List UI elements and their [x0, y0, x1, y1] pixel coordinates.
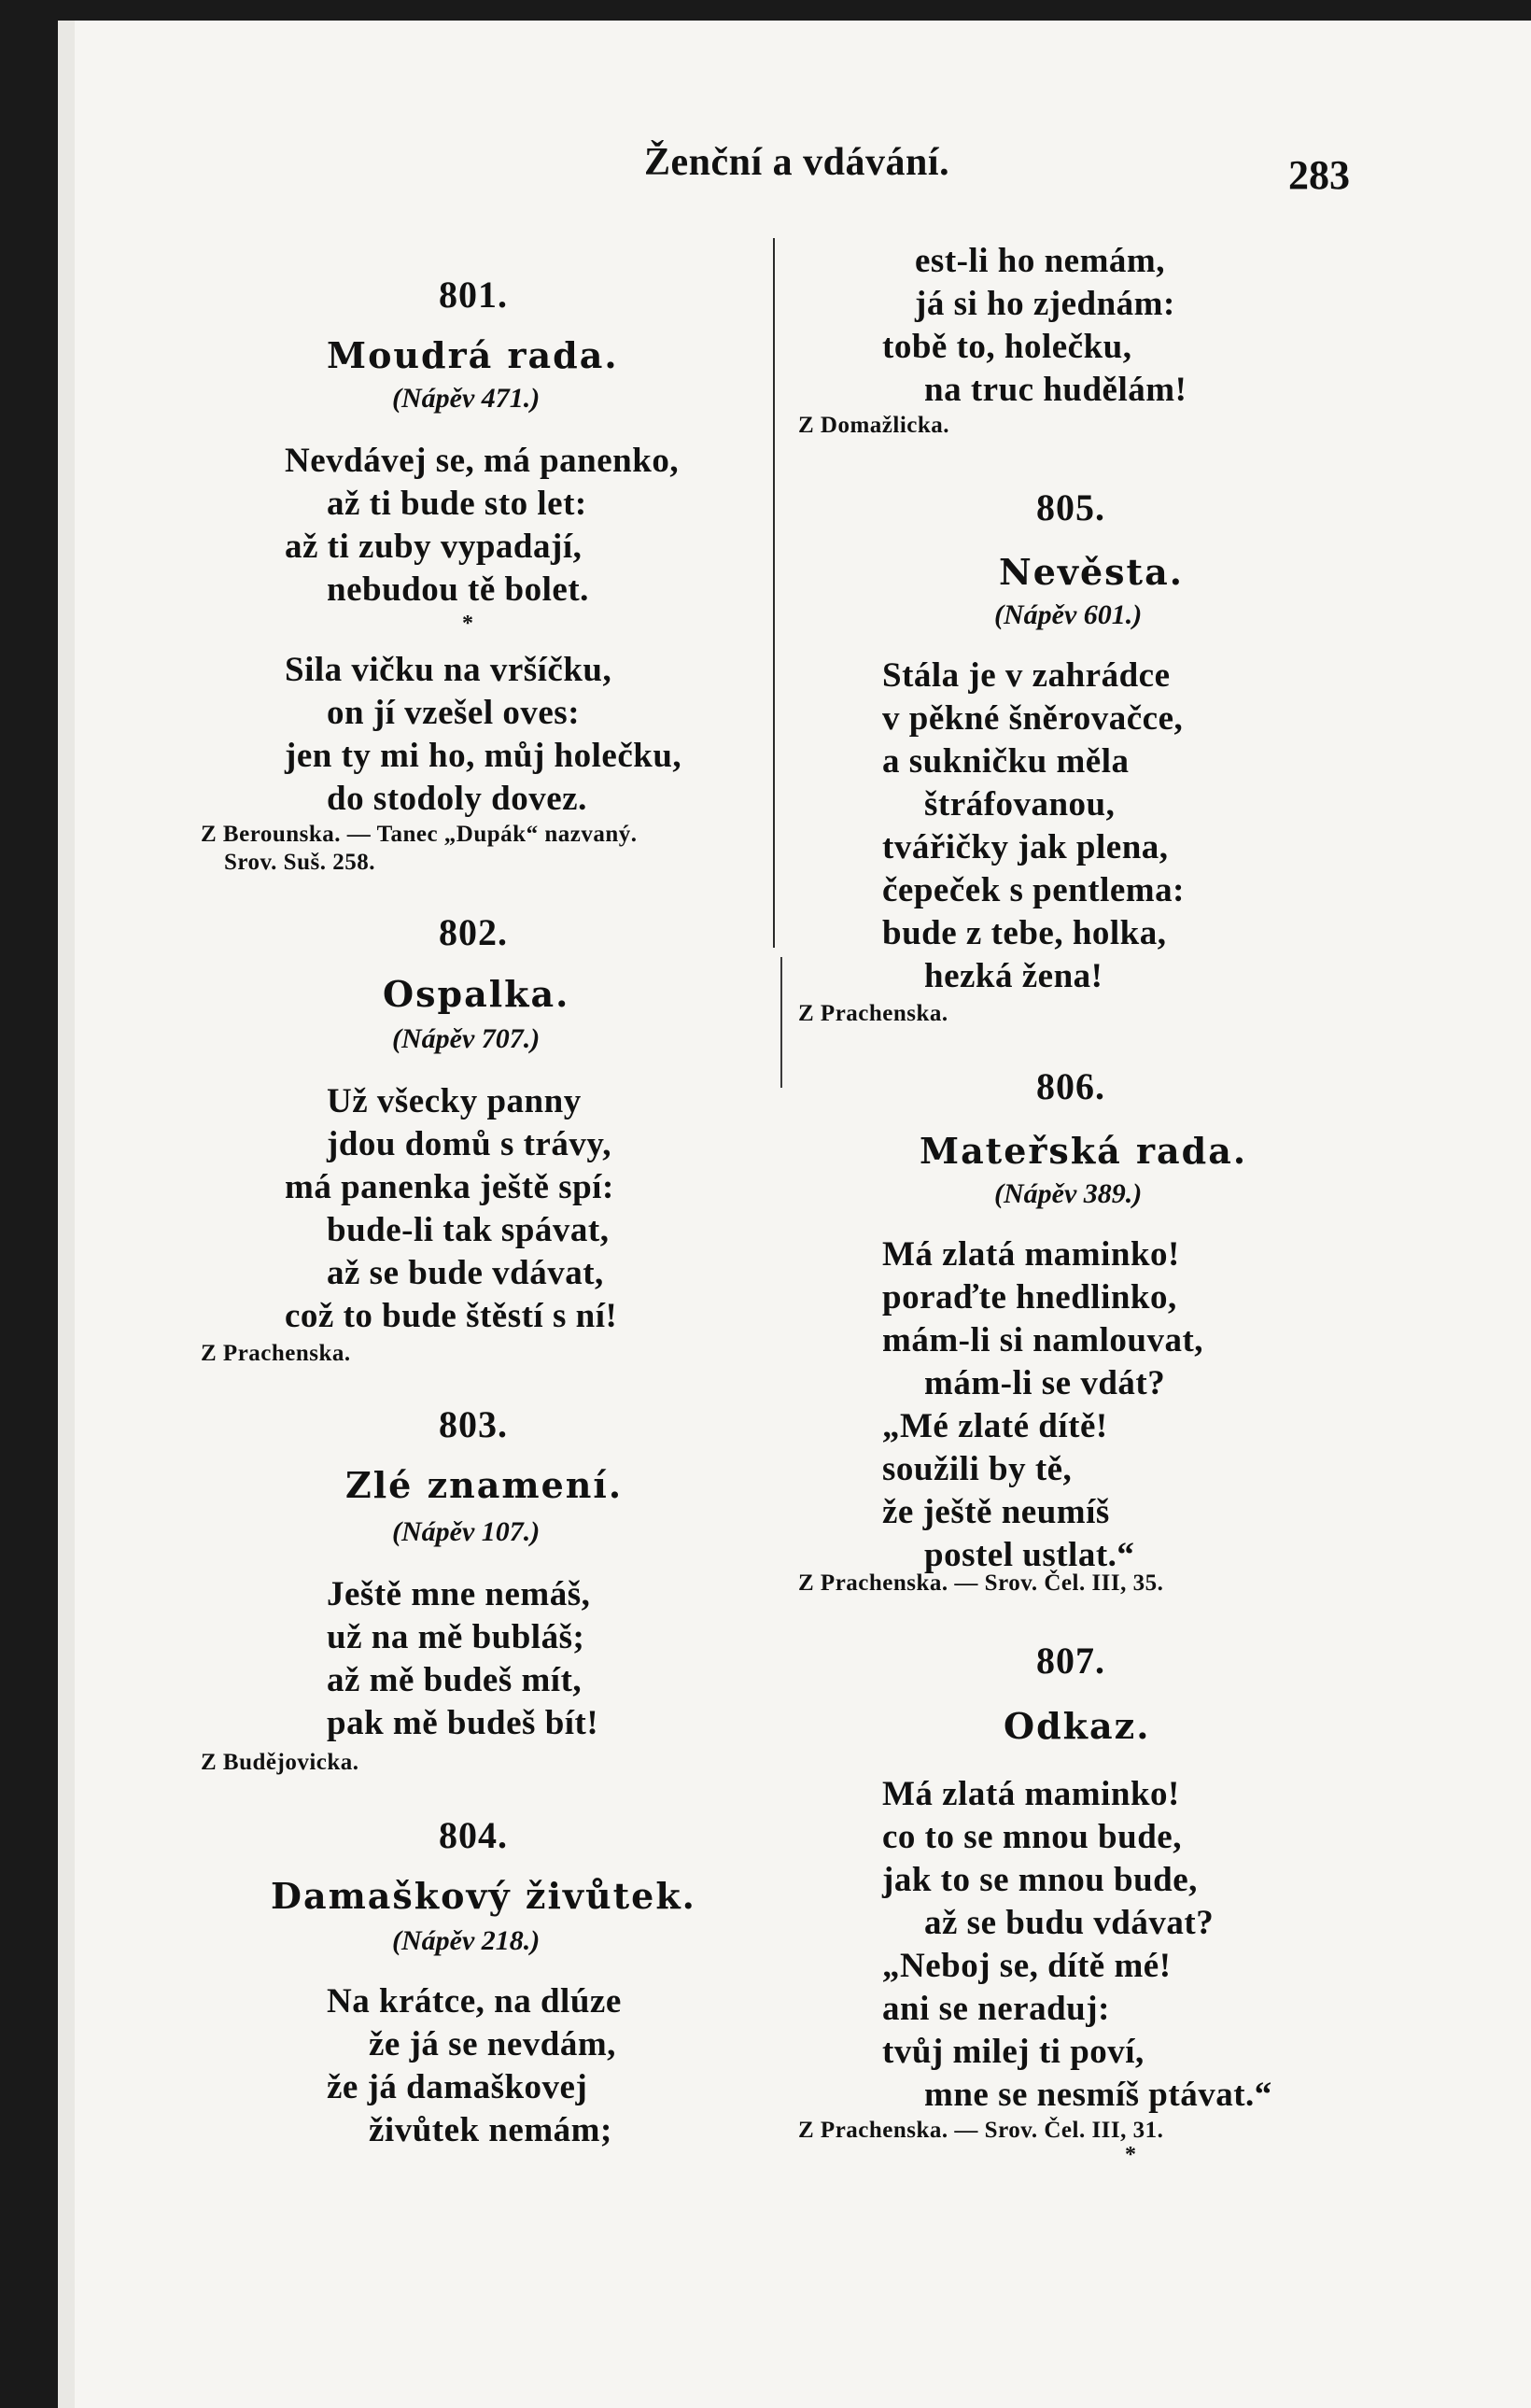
verse-line: v pěkné šněrovačce, [882, 699, 1184, 738]
verse-line: on jí vzešel oves: [327, 694, 581, 732]
verse-line: a sukničku měla [882, 742, 1130, 781]
verse-line: „Mé zlaté dítě! [882, 1407, 1108, 1445]
song-tune: (Nápěv 471.) [392, 383, 541, 414]
source-note: Z Domažlicka. [798, 413, 950, 438]
page-edge-left [0, 0, 58, 2408]
verse-line: Nevdávej se, má panenko, [285, 442, 680, 480]
verse-line: až se budu vdávat? [924, 1904, 1215, 1942]
column-rule [773, 238, 775, 948]
verse-line: že já damaškovej [327, 2068, 588, 2106]
end-mark: * [1125, 2143, 1136, 2167]
song-number: 807. [1036, 1640, 1105, 1682]
verse-line: pak mě budeš bít! [327, 1704, 599, 1742]
song-title: Damaškový živůtek. [271, 1875, 696, 1917]
verse-line: že já se nevdám, [369, 2025, 616, 2063]
running-head: Ženční a vdávání. [644, 141, 950, 184]
source-note: Z Prachenska. [798, 1001, 948, 1026]
verse-line: má panenka ještě spí: [285, 1168, 614, 1206]
verse-line: do stodoly dovez. [327, 780, 587, 818]
verse-line: štráfovanou, [924, 785, 1116, 824]
verse-line: jdou domů s trávy, [327, 1125, 612, 1163]
verse-line: Stála je v zahrádce [882, 656, 1171, 695]
verse-line: což to bude štěstí s ní! [285, 1297, 618, 1335]
verse-line: až mě budeš mít, [327, 1661, 583, 1699]
verse-line: že ještě neumíš [882, 1493, 1110, 1531]
verse-line: až se bude vdávat, [327, 1254, 604, 1292]
verse-line: nebudou tě bolet. [327, 570, 589, 609]
verse-line: Má zlatá maminko! [882, 1775, 1180, 1813]
verse-line: jak to se mnou bude, [882, 1861, 1198, 1899]
song-number: 806. [1036, 1065, 1105, 1107]
verse-line: Už všecky panny [327, 1082, 582, 1120]
source-note: Z Prachenska. — Srov. Čel. III, 35. [798, 1570, 1164, 1596]
verse-line: ani se neraduj: [882, 1990, 1110, 2028]
verse-line: bude-li tak spávat, [327, 1211, 610, 1249]
verse-line: „Neboj se, dítě mé! [882, 1947, 1172, 1985]
song-tune: (Nápěv 107.) [392, 1516, 541, 1547]
song-title: Nevěsta. [999, 551, 1184, 593]
source-note: Srov. Suš. 258. [224, 850, 375, 875]
verse-line: soužili by tě, [882, 1450, 1073, 1488]
column-rule-lower [780, 957, 782, 1088]
verse-line: na truc hudělám! [924, 371, 1187, 409]
song-title: Ospalka. [383, 973, 570, 1015]
verse-line: co to se mnou bude, [882, 1818, 1182, 1856]
verse-line: tobě to, holečku, [882, 328, 1132, 366]
verse-line: Má zlatá maminko! [882, 1235, 1180, 1274]
verse-line: Sila vičku na vršíčku, [285, 651, 612, 689]
verse-line: bude z tebe, holka, [882, 914, 1167, 952]
source-note: Z Budějovicka. [201, 1750, 359, 1775]
page-number: 283 [1288, 152, 1350, 198]
song-number: 802. [439, 911, 508, 953]
song-tune: (Nápěv 707.) [392, 1023, 541, 1054]
song-tune: (Nápěv 389.) [994, 1178, 1143, 1209]
verse-line: postel ustlat.“ [924, 1536, 1135, 1574]
verse-line: až ti zuby vypadají, [285, 528, 583, 566]
verse-line: už na mě bubláš; [327, 1618, 585, 1656]
page-edge-top [0, 0, 1531, 21]
verse-line: Ještě mne nemáš, [327, 1575, 591, 1613]
verse-line: tvůj milej ti poví, [882, 2033, 1145, 2071]
stanza-separator: * [462, 612, 473, 636]
verse-line: mám-li se vdát? [924, 1364, 1166, 1402]
verse-line: hezká žena! [924, 957, 1103, 995]
book-page [58, 21, 1531, 2408]
verse-line: až ti bude sto let: [327, 485, 587, 523]
song-title: Odkaz. [1004, 1705, 1151, 1747]
song-title: Moudrá rada. [327, 334, 619, 376]
song-title: Mateřská rada. [920, 1130, 1248, 1172]
verse-line: mne se nesmíš ptávat.“ [924, 2076, 1272, 2114]
source-note: Z Berounska. — Tanec „Dupák“ nazvaný. [201, 822, 638, 847]
song-number: 805. [1036, 486, 1105, 528]
verse-line: čepeček s pentlema: [882, 871, 1185, 909]
verse-line: poraďte hnedlinko, [882, 1278, 1177, 1317]
song-tune: (Nápěv 218.) [392, 1925, 541, 1956]
verse-line: est-li ho nemám, [915, 242, 1165, 280]
verse-line: živůtek nemám; [369, 2111, 612, 2149]
verse-line: tvářičky jak plena, [882, 828, 1169, 866]
song-tune: (Nápěv 601.) [994, 599, 1143, 630]
source-note: Z Prachenska. — Srov. Čel. III, 31. [798, 2118, 1164, 2143]
verse-line: já si ho zjednám: [915, 285, 1175, 323]
song-number: 804. [439, 1814, 508, 1856]
song-title: Zlé znamení. [345, 1464, 624, 1506]
song-number: 801. [439, 274, 508, 316]
verse-line: mám-li si namlouvat, [882, 1321, 1204, 1359]
verse-line: Na krátce, na dlúze [327, 1982, 622, 2021]
verse-line: jen ty mi ho, můj holečku, [285, 737, 682, 775]
page-gutter [58, 21, 75, 2408]
song-number: 803. [439, 1403, 508, 1445]
source-note: Z Prachenska. [201, 1341, 351, 1366]
